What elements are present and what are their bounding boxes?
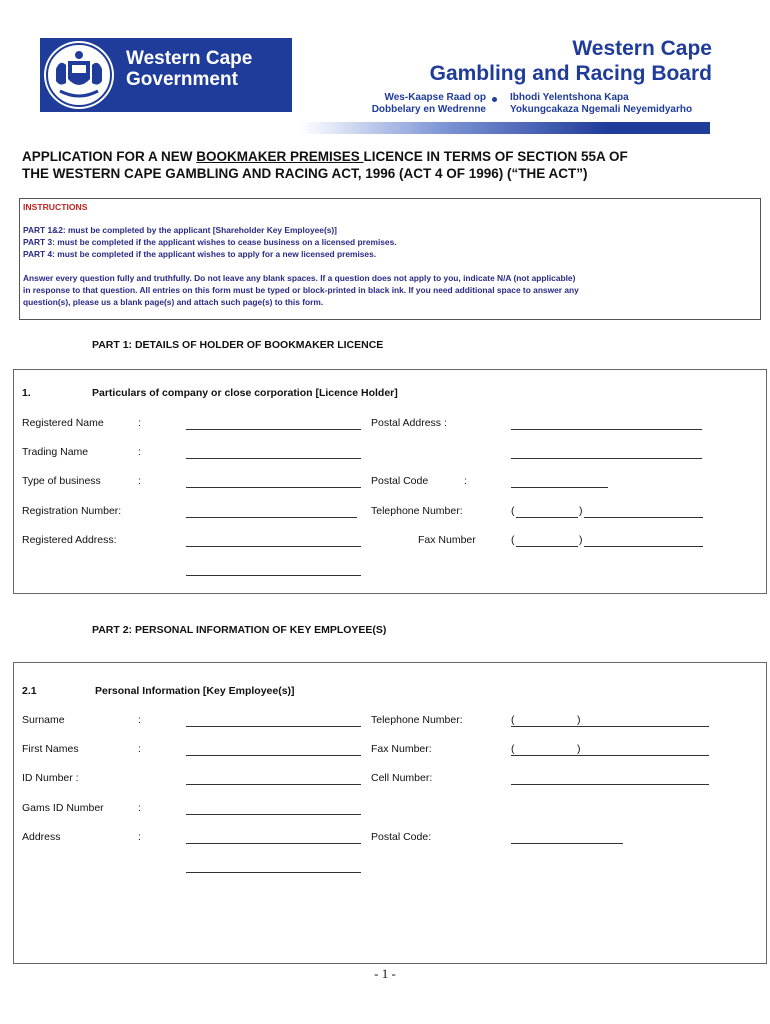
- fax-area-code-open-paren: (: [511, 534, 515, 546]
- part1-section-number: 1.: [22, 387, 31, 399]
- instruction-part4: PART 4: must be completed if the applicant wishes to apply for a new licensed premises.: [23, 249, 377, 259]
- title-pre: APPLICATION FOR A NEW: [22, 149, 197, 164]
- header-gradient-bar: [300, 122, 710, 134]
- fax-number-label: Fax Number: [418, 534, 476, 546]
- xhosa-line1: Ibhodi Yelentshona Kapa: [510, 92, 629, 103]
- registration-number-field[interactable]: [186, 517, 357, 518]
- part1-section-title: Particulars of company or close corporation [Licence Holder]: [92, 387, 398, 399]
- board-name-xhosa: [510, 92, 720, 116]
- western-cape-government-logo: [40, 38, 292, 112]
- instruction-answer-line1: Answer every question fully and truthfully. Do not leave any blank spaces. If a question does not apply to you, indicate N/A (not applicable): [23, 273, 576, 283]
- board-name-afrikaans: [360, 92, 486, 116]
- board-title-line2: Gambling and Racing Board: [429, 62, 712, 85]
- surname-field[interactable]: [186, 726, 361, 727]
- trading-name-label: Trading Name: [22, 446, 89, 458]
- employee-fax-label: Fax Number:: [371, 743, 432, 755]
- first-names-label: First Names: [22, 743, 79, 755]
- instructions-heading: INSTRUCTIONS: [23, 202, 88, 212]
- area-code-open-paren: (: [511, 505, 515, 517]
- board-title-line1: Western Cape: [572, 37, 712, 60]
- part1-title: PART 1: DETAILS OF HOLDER OF BOOKMAKER LICENCE: [92, 339, 384, 351]
- colon: :: [138, 714, 141, 726]
- separator-dot-icon: [492, 97, 497, 102]
- gams-id-label: Gams ID Number: [22, 802, 104, 814]
- address-label: Address: [22, 831, 61, 843]
- colon: :: [138, 417, 141, 429]
- title-post: LICENCE IN TERMS OF SECTION 55A OF: [363, 149, 628, 164]
- postal-address-field-line2[interactable]: [511, 458, 702, 459]
- trading-name-field[interactable]: [186, 458, 361, 459]
- part2-box: [13, 662, 767, 964]
- part2-title: PART 2: PERSONAL INFORMATION OF KEY EMPLOYEE(S): [92, 624, 387, 636]
- registered-address-field-line2[interactable]: [186, 575, 361, 576]
- part2-section-number: 2.1: [22, 685, 37, 697]
- instruction-part3: PART 3: must be completed if the applicant wishes to cease business on a licensed premises.: [23, 237, 397, 247]
- colon: :: [138, 802, 141, 814]
- instructions-box: [19, 198, 761, 320]
- address-field[interactable]: [186, 843, 361, 844]
- registered-name-field[interactable]: [186, 429, 361, 430]
- employee-telephone-label: Telephone Number:: [371, 714, 463, 726]
- government-name: [126, 48, 252, 90]
- instruction-answer-line3: question(s), please us a blank page(s) and attach such page(s) to this form.: [23, 297, 324, 307]
- fax-number-field[interactable]: [584, 546, 703, 547]
- registered-name-label: Registered Name: [22, 417, 104, 429]
- coat-of-arms-icon: [44, 41, 114, 109]
- telephone-area-code-field[interactable]: [516, 517, 578, 518]
- colon: :: [138, 446, 141, 458]
- area-code-close-paren: ): [579, 505, 583, 517]
- afrikaans-line1: Wes-Kaapse Raad op: [384, 92, 486, 103]
- employee-postal-code-field[interactable]: [511, 843, 623, 844]
- employee-telephone-field[interactable]: [511, 726, 709, 727]
- registered-address-label: Registered Address:: [22, 534, 117, 546]
- form-title-line1: [22, 148, 757, 165]
- cell-number-label: Cell Number:: [371, 772, 433, 784]
- gams-id-field[interactable]: [186, 814, 361, 815]
- id-number-label: ID Number :: [22, 772, 79, 784]
- cell-number-field[interactable]: [511, 784, 709, 785]
- registered-address-field[interactable]: [186, 546, 361, 547]
- title-underlined: BOOKMAKER PREMISES: [196, 149, 364, 164]
- surname-label: Surname: [22, 714, 65, 726]
- form-title-line2: THE WESTERN CAPE GAMBLING AND RACING ACT, 1996 (ACT 4 OF 1996) (“THE ACT”): [22, 166, 588, 181]
- part2-section-title: Personal Information [Key Employee(s)]: [95, 685, 295, 697]
- page-number: - 1 -: [374, 966, 396, 981]
- type-of-business-field[interactable]: [186, 487, 361, 488]
- instruction-answer-line2: in response to that question. All entries on this form must be typed or block-printed in black ink. If you need additional space to answer any: [23, 285, 579, 295]
- gov-name-line2: Government: [126, 69, 238, 90]
- employee-postal-code-label: Postal Code:: [371, 831, 432, 843]
- postal-code-field[interactable]: [511, 487, 608, 488]
- telephone-number-field[interactable]: [584, 517, 703, 518]
- colon: :: [138, 743, 141, 755]
- fax-area-code-field[interactable]: [516, 546, 578, 547]
- postal-address-field[interactable]: [511, 429, 702, 430]
- type-of-business-label: Type of business: [22, 475, 101, 487]
- colon: :: [138, 831, 141, 843]
- colon: :: [138, 475, 141, 487]
- gov-name-line1: Western Cape: [126, 48, 253, 69]
- postal-address-label: Postal Address :: [371, 417, 447, 429]
- postal-code-label: Postal Code: [371, 475, 429, 487]
- instruction-part12: PART 1&2: must be completed by the applicant [Shareholder Key Employee(s)]: [23, 225, 337, 235]
- form-title: [22, 148, 757, 182]
- registration-number-label: Registration Number:: [22, 505, 122, 517]
- id-number-field[interactable]: [186, 784, 361, 785]
- employee-fax-field[interactable]: [511, 755, 709, 756]
- employee-fax-open-paren: (: [511, 743, 515, 755]
- employee-tel-open-paren: (: [511, 714, 515, 726]
- address-field-line2[interactable]: [186, 872, 361, 873]
- employee-fax-close-paren: ): [577, 743, 581, 755]
- xhosa-line2: Yokungcakaza Ngemali Neyemidyarho: [510, 104, 693, 115]
- colon: :: [464, 475, 467, 487]
- first-names-field[interactable]: [186, 755, 361, 756]
- employee-tel-close-paren: ): [577, 714, 581, 726]
- fax-area-code-close-paren: ): [579, 534, 583, 546]
- telephone-number-label: Telephone Number:: [371, 505, 463, 517]
- board-title: [430, 36, 712, 86]
- afrikaans-line2: Dobbelary en Wedrenne: [371, 104, 486, 115]
